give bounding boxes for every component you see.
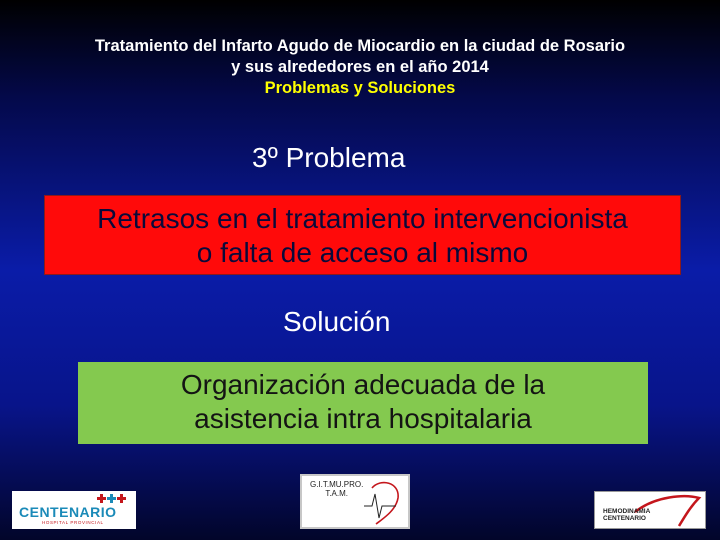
header-line-2: y sus alrededores en el año 2014 (231, 58, 489, 76)
hemodinamia-logo-line-1: HEMODINAMIA (603, 508, 651, 515)
slide-header (0, 36, 720, 99)
solution-text-line-2: asistencia intra hospitalaria (194, 403, 532, 434)
gitmupro-logo-line-2: T.A.M. (325, 489, 348, 498)
solution-text-line-1: Organización adecuada de la (180, 369, 546, 400)
header-line-1: Tratamiento del Infarto Agudo de Miocardio en la ciudad de Rosario (94, 37, 626, 55)
gitmupro-logo (300, 474, 410, 529)
centenario-logo-subtitle: HOSPITAL PROVINCIAL (42, 520, 104, 525)
gitmupro-logo-line-1: G.I.T.MU.PRO. (310, 480, 364, 489)
problem-heading: 3º Problema (252, 142, 406, 173)
solution-box (78, 362, 648, 444)
hemodinamia-logo (594, 491, 706, 529)
hemodinamia-logo-text (603, 508, 650, 522)
problem-text-line-1: Retrasos en el tratamiento intervencionista (97, 203, 628, 234)
solution-heading: Solución (283, 306, 391, 337)
problem-box (44, 195, 681, 275)
gitmupro-logo-text (310, 480, 363, 498)
centenario-logo (12, 491, 136, 529)
hemodinamia-logo-line-2: CENTENARIO (603, 515, 646, 522)
header-subtitle: Problemas y Soluciones (264, 79, 456, 97)
problem-text-line-2: o falta de acceso al mismo (196, 237, 529, 268)
centenario-logo-name: CENTENARIO (19, 504, 117, 520)
